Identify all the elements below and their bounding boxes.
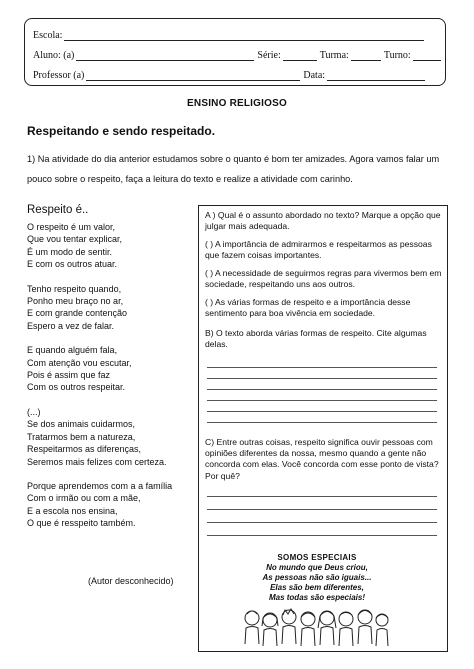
child-figure (358, 610, 372, 644)
poem-line: Tenho respeito quando, (27, 283, 122, 294)
turma-field[interactable] (351, 51, 381, 61)
poem-line: Porque aprendemos com a a família (27, 480, 173, 491)
card-heading: SOMOS ESPECIAIS (277, 553, 357, 562)
professor-row (33, 70, 428, 81)
poem-title: Respeito é.. (27, 204, 89, 216)
card-line: Elas são bem diferentes, (270, 583, 364, 592)
poem-line: O que é resspeito também. (27, 518, 136, 529)
data-field[interactable] (327, 71, 425, 81)
poem-line: E a escola nos ensina, (27, 505, 118, 516)
poem-stanza (27, 406, 192, 468)
question-b: B) O texto aborda várias formas de respeito. Cite algumas delas. (205, 328, 427, 350)
poem-line: Com o irmão ou com a mãe, (27, 493, 141, 504)
poem-line: Espero a vez de falar. (27, 320, 115, 331)
serie-field[interactable] (283, 51, 317, 61)
aluno-row (33, 50, 444, 61)
poem-line: E quando alguém fala, (27, 345, 118, 356)
question-a-option-3[interactable]: ( ) As várias formas de respeito e a importância desse sentimento para boa vivência em sociedade. (205, 297, 411, 319)
question-c: C) Entre outras coisas, respeito significa ouvir pessoas com opiniões diferentes da nossa, mesmo quando a gente não concorda com elas. Você concorda com esse ponto de vista? Por quê? (205, 437, 439, 481)
poem-line: E com os outros atuar. (27, 259, 118, 270)
aluno-label: Aluno: (a) (33, 50, 75, 61)
poem-line: O respeito é um valor, (27, 222, 116, 232)
poem-stanza (27, 480, 192, 530)
answer-line-c-1[interactable] (207, 496, 437, 497)
child-figure (262, 613, 278, 646)
card-line: Mas todas são especiais! (268, 593, 366, 602)
data-label: Data: (303, 70, 326, 81)
poem-line: Seremos mais felizes com certeza. (27, 456, 167, 467)
turno-field[interactable] (413, 51, 441, 61)
intro-instructions: 1) Na atividade do dia anterior estudamos sobre o quanto é bom ter amizades. Agora vamos falar um pouco sobre o respeito, faça a leitura do texto e realize a atividade com carinho. (27, 154, 440, 184)
answer-line-b-2[interactable] (207, 378, 437, 379)
turma-label: Turma: (319, 50, 349, 61)
poem-line: Tratarmos bem a natureza, (27, 431, 136, 442)
children-illustration (240, 606, 392, 646)
card-line: As pessoas não são iguais... (262, 573, 372, 582)
poem-stanza (27, 283, 192, 333)
poem-stanza (27, 221, 192, 271)
question-a-option-1[interactable]: ( ) A importância de admirarmos e respeitarmos as pessoas que fazem coisas importantes. (205, 239, 432, 261)
poem-line: (...) (27, 406, 41, 417)
poem-line: Respeitarmos as diferenças, (27, 444, 142, 455)
professor-label: Professor (a) (33, 70, 85, 81)
professor-field[interactable] (86, 71, 300, 81)
child-figure (245, 611, 259, 644)
somos-especiais-card (243, 553, 391, 603)
answer-line-b-4[interactable] (207, 400, 437, 401)
answer-line-b-6[interactable] (207, 422, 437, 423)
poem-line: Com os outros respeitar. (27, 382, 126, 393)
escola-row (33, 30, 427, 41)
turno-label: Turno: (383, 50, 411, 61)
student-info-box (24, 18, 446, 86)
child-figure (301, 612, 315, 646)
child-figure (318, 611, 336, 645)
child-figure (376, 614, 388, 646)
answer-line-c-4[interactable] (207, 535, 437, 536)
poem-line: Com atenção vou escutar, (27, 357, 132, 368)
poem-author: (Autor desconhecido) (88, 576, 174, 586)
question-a: A ) Qual é o assunto abordado no texto? Marque a opção que julgar mais adequada. (205, 210, 441, 232)
aluno-field[interactable] (76, 51, 254, 61)
answer-line-b-1[interactable] (207, 367, 437, 368)
serie-label: Série: (257, 50, 281, 61)
poem-line: Ponho meu braço no ar, (27, 296, 124, 307)
child-figure (339, 612, 353, 646)
answer-line-b-5[interactable] (207, 411, 437, 412)
poem-line: Que vou tentar explicar, (27, 234, 123, 245)
poem-line: E com grande contenção (27, 308, 128, 319)
card-line: No mundo que Deus criou, (266, 563, 368, 572)
page-title: ENSINO RELIGIOSO (187, 98, 287, 109)
poem-line: Se dos animais cuidarmos, (27, 419, 136, 430)
answer-line-c-3[interactable] (207, 522, 437, 523)
child-figure (282, 609, 296, 644)
question-a-option-2[interactable]: ( ) A necessidade de seguirmos regras para vivermos bem em sociedade, respeitando uns aos outros. (205, 268, 442, 290)
escola-field[interactable] (64, 31, 424, 41)
poem (27, 204, 192, 542)
poem-stanza (27, 344, 192, 394)
page-subtitle: Respeitando e sendo respeitado. (27, 124, 216, 138)
escola-label: Escola: (33, 30, 63, 41)
answer-line-c-2[interactable] (207, 509, 437, 510)
poem-line: Pois é assim que faz (27, 370, 111, 381)
poem-line: É um modo de sentir. (27, 246, 113, 257)
answer-line-b-3[interactable] (207, 389, 437, 390)
